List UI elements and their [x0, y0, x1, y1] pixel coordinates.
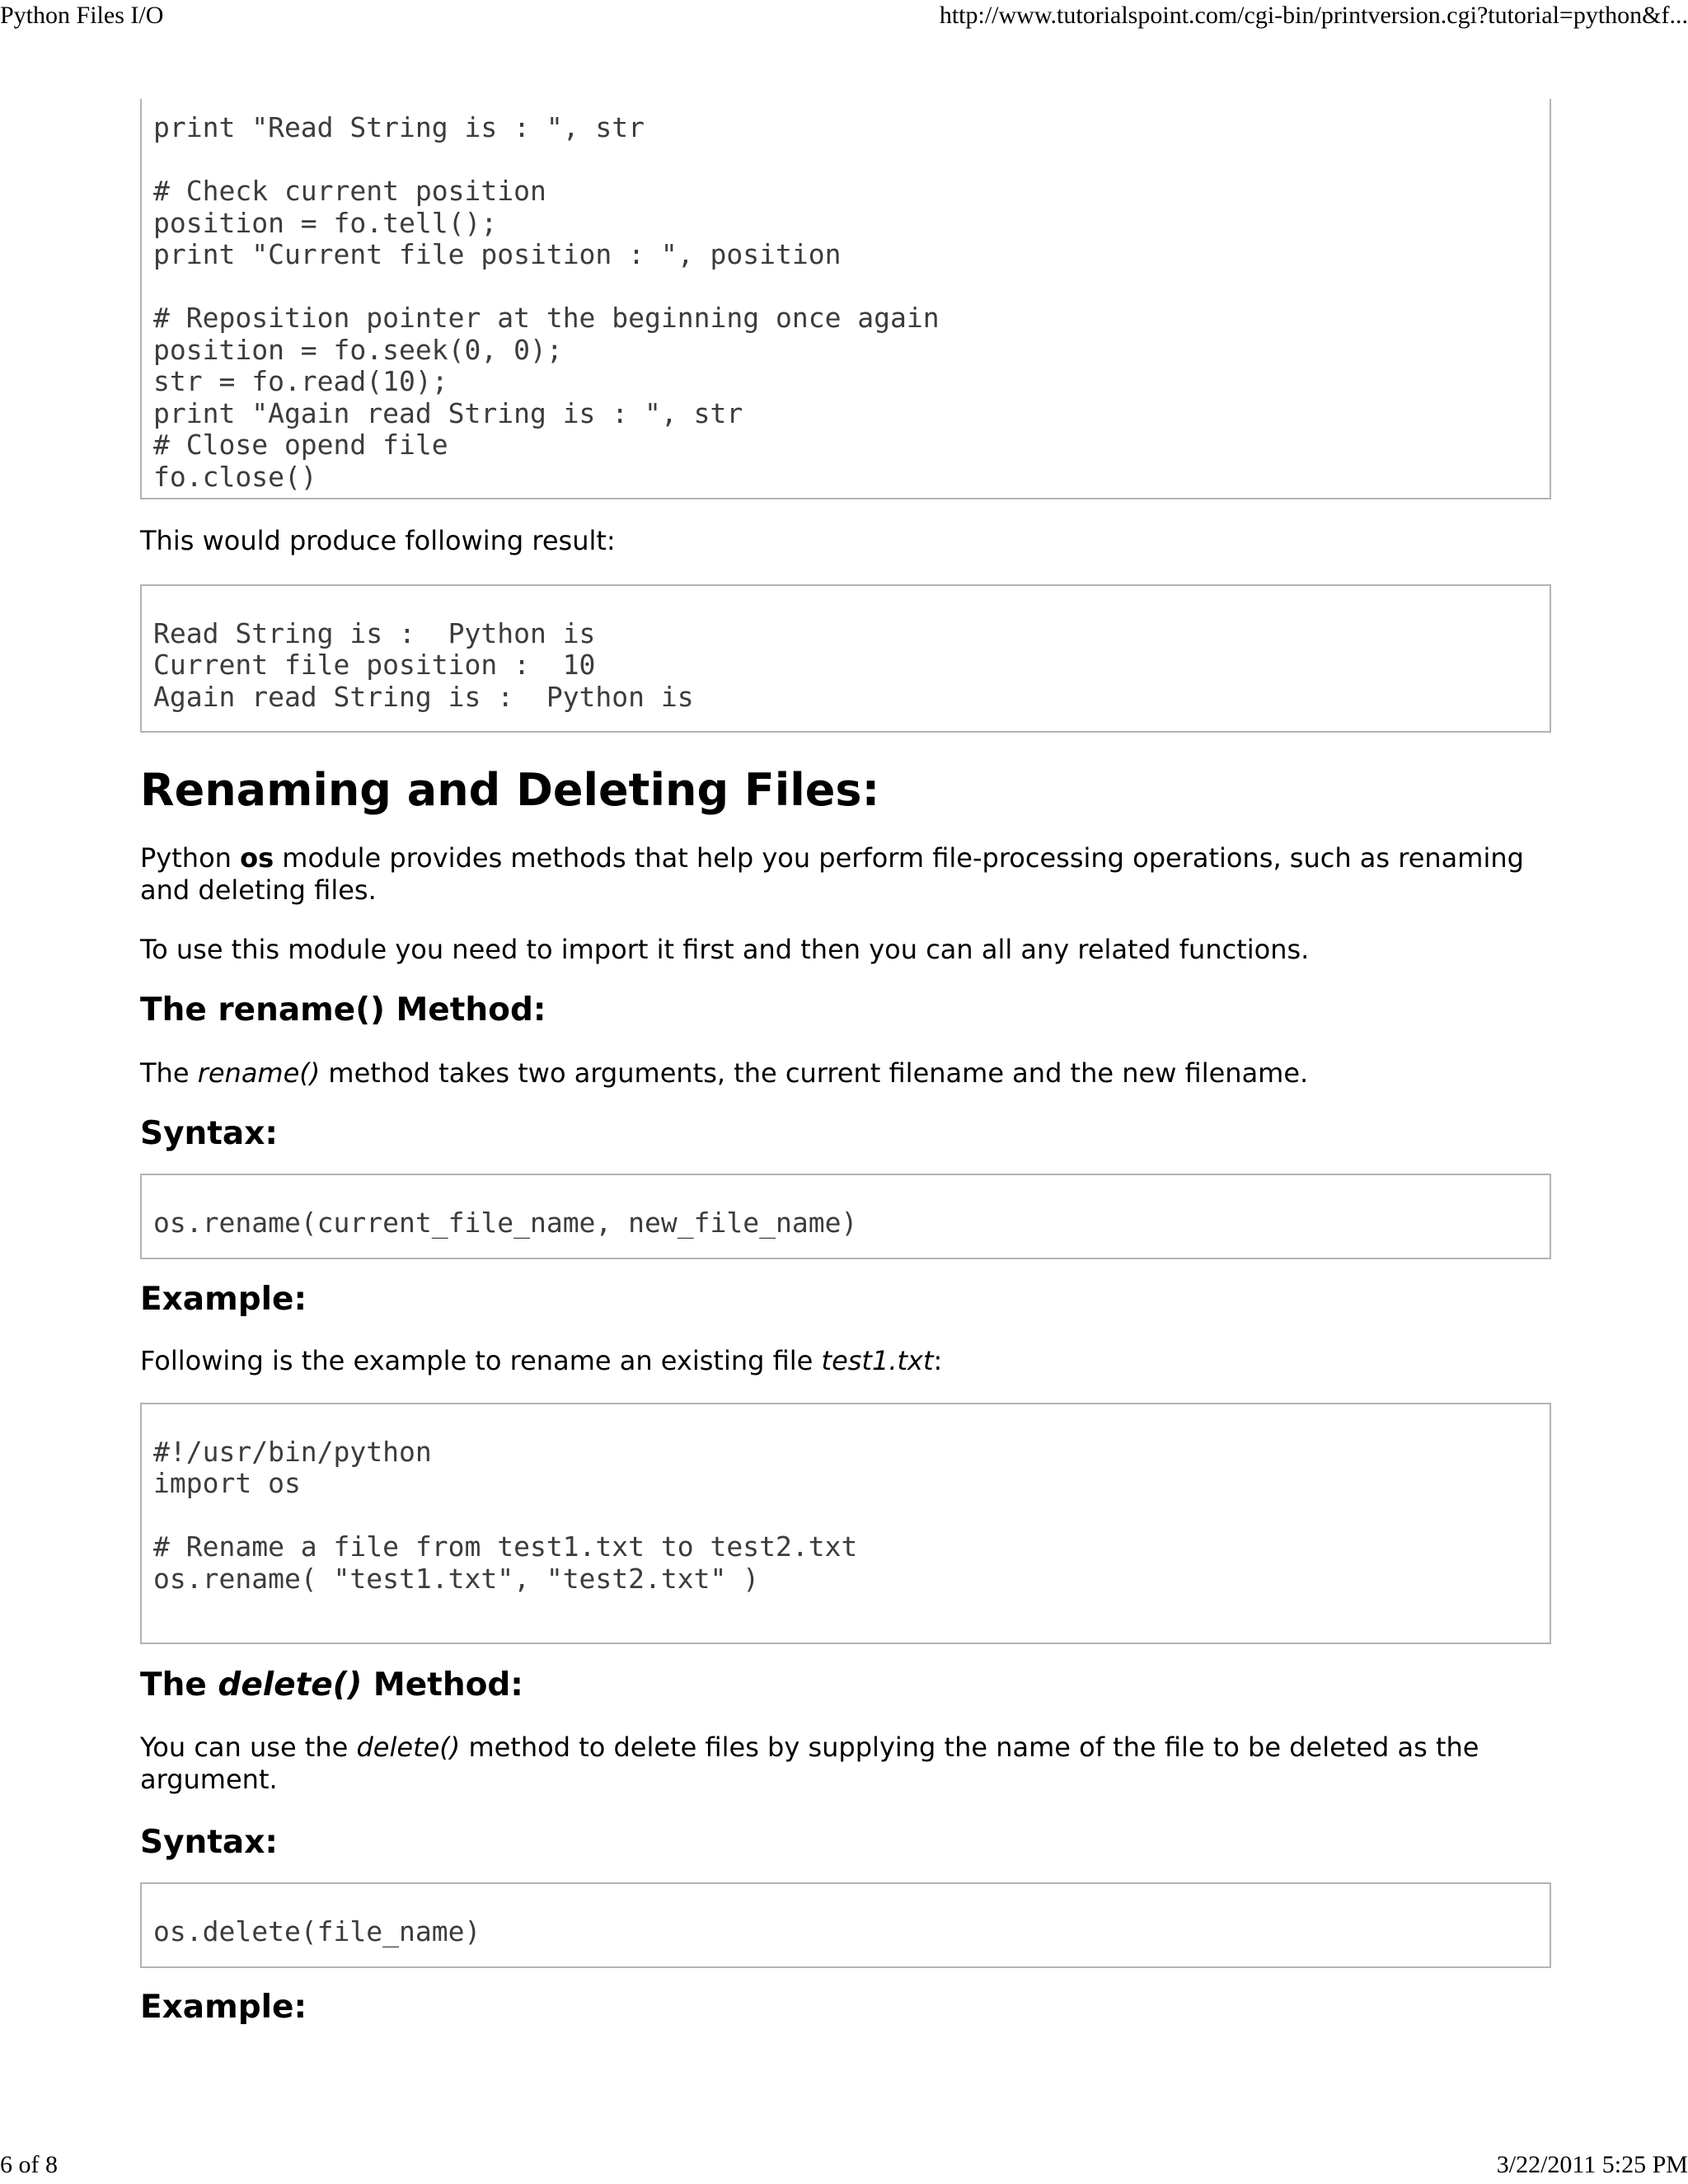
page-header-url: http://www.tutorialspoint.com/cgi-bin/printversion.cgi?tutorial=python&f...	[939, 2, 1688, 29]
intro-paragraph-os-module	[140, 842, 1558, 907]
code-block-delete-syntax	[140, 1882, 1551, 1968]
code-text: os.rename(current_file_name, new_file_name)	[153, 1206, 858, 1239]
rename-method-heading: The rename() Method:	[140, 991, 546, 1029]
delete-function-inline: delete()	[356, 1732, 461, 1763]
output-block-result	[140, 584, 1551, 733]
intro-text-start: Python	[140, 842, 241, 874]
page-number: 6 of 8	[0, 2151, 58, 2178]
rename-syntax-heading: Syntax:	[140, 1115, 278, 1152]
delete-function-name: delete()	[218, 1666, 363, 1704]
rename-function-name: rename()	[197, 1057, 321, 1089]
delete-example-heading: Example:	[140, 1989, 307, 2026]
delete-heading-end: Method:	[362, 1666, 523, 1704]
rename-example-description	[140, 1345, 1558, 1377]
rename-desc-end: method takes two arguments, the current filename and the new filename.	[320, 1057, 1309, 1089]
os-keyword: os	[240, 842, 274, 874]
output-text: Read String is : Python is Current file position : 10 Again read String is : Python is	[153, 616, 694, 713]
code-block-rename-syntax	[140, 1174, 1551, 1259]
delete-method-description	[140, 1732, 1558, 1796]
delete-heading-start: The	[140, 1666, 218, 1704]
test-file-name: test1.txt	[821, 1345, 934, 1376]
delete-desc-end: method to delete files by supplying the name of the file to be deleted as the argument.	[140, 1732, 1479, 1795]
rename-example-heading: Example:	[140, 1281, 307, 1318]
delete-syntax-heading: Syntax:	[140, 1824, 278, 1861]
rename-desc-start: The	[140, 1057, 198, 1089]
delete-desc-start: You can use the	[140, 1732, 357, 1763]
rename-example-desc-start: Following is the example to rename an existing file	[140, 1345, 822, 1376]
code-text: os.delete(file_name)	[153, 1915, 481, 1947]
rename-example-desc-end: :	[933, 1345, 943, 1376]
intro-text-end: module provides methods that help you perform file-processing operations, such as renaming and deleting files.	[140, 842, 1524, 906]
result-intro-text: This would produce following result:	[140, 525, 616, 556]
section-heading-renaming-deleting: Renaming and Deleting Files:	[140, 764, 880, 816]
intro-paragraph-import: To use this module you need to import it first and then you can all any related functions.	[140, 934, 1310, 965]
delete-method-heading	[140, 1667, 523, 1704]
code-text: print "Read String is : ", str # Check current position position = fo.tell(); print "Current file position : ", position # Reposition pointer at the beginning once again position = fo.seek(0, 0); str = fo.read(10); print "Again read String is : ", str # Close opend file fo.close()	[153, 111, 940, 493]
page-header-title: Python Files I/O	[0, 2, 164, 29]
rename-method-description	[140, 1057, 1558, 1090]
print-timestamp: 3/22/2011 5:25 PM	[1496, 2151, 1688, 2178]
code-block-rename-example	[140, 1403, 1551, 1644]
code-text: #!/usr/bin/python import os # Rename a file from test1.txt to test2.txt os.rename( "test1.txt", "test2.txt" )	[153, 1435, 858, 1595]
code-block-file-position	[140, 99, 1551, 499]
